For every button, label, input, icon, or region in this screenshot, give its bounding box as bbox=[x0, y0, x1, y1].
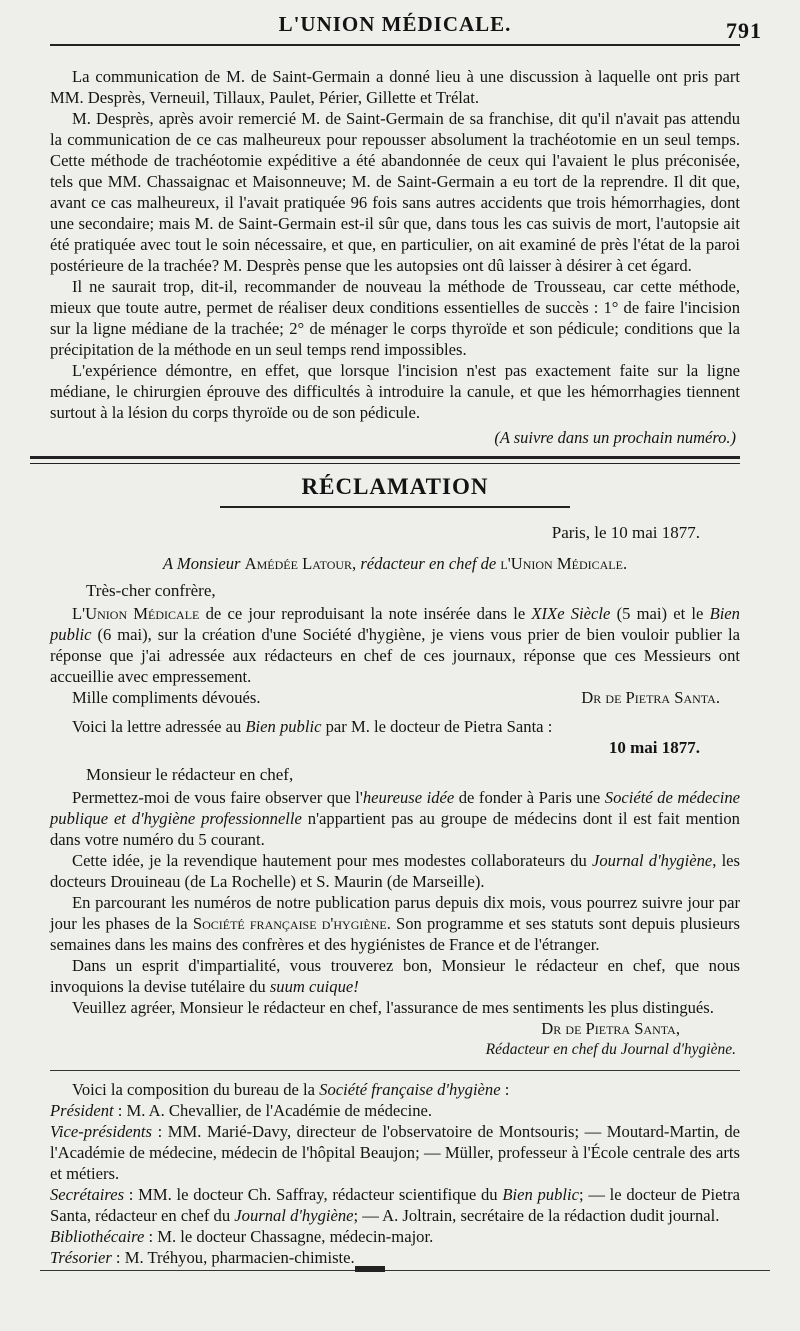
letter-date: 10 mai 1877. bbox=[608, 738, 700, 757]
divider bbox=[50, 1070, 740, 1071]
signature: Dr de Pietra Santa. bbox=[581, 688, 720, 707]
bureau-entry: Trésorier : M. Tréhyou, pharmacien-chimiste. bbox=[50, 1248, 355, 1267]
section-divider bbox=[30, 456, 740, 464]
signature: Dr de Pietra Santa, bbox=[541, 1019, 680, 1038]
page-number: 791 bbox=[726, 18, 762, 43]
paragraph: Il ne saurait trop, dit-il, recommander de nouveau la méthode de Trousseau, car cette méthode, mieux que toute autre, permet de réaliser deux conditions essentielles de succès : 1° de faire l'incision sur la ligne médiane de la trachée; 2° de ménager le corps thyroïde et son pédicule; conditions que la précipitation de la méthode en un seul temps rend impossibles. bbox=[50, 277, 740, 359]
paragraph: Voici la lettre adressée au Bien public par M. le docteur de Pietra Santa : bbox=[72, 717, 553, 736]
bureau-entry: Vice-présidents : MM. Marié-Davy, directeur de l'observatoire de Montsouris; — Moutard-Martin, de l'Académie de médecine, médecin de l'hôpital Beaujon; — Müller, professeur à l'École centrale des arts et métiers. bbox=[50, 1122, 740, 1183]
address-line: A Monsieur Amédée Latour, rédacteur en chef de l'Union Médicale. bbox=[162, 554, 628, 573]
article-continuation bbox=[50, 46, 740, 448]
reclamation-letter bbox=[50, 522, 740, 1060]
paragraph: Cette idée, je la revendique hautement pour mes modestes collaborateurs du Journal d'hygiène, les docteurs Drouineau (de La Rochelle) et S. Maurin (de Marseille). bbox=[50, 851, 741, 891]
running-head bbox=[50, 0, 762, 46]
paragraph: En parcourant les numéros de notre publication parus depuis dix mois, vous pourrez suivre jour par jour les phases de la Société française d'hygiène. Son programme et ses statuts sont depuis plusieurs semaines dans les mains des confrères et des hygiénistes de France et de l'étranger. bbox=[50, 893, 740, 954]
bureau-composition bbox=[50, 1079, 740, 1268]
signature-line: Mille compliments dévoués. Dr de Pietra Santa. bbox=[50, 687, 740, 708]
paragraph: Veuillez agréer, Monsieur le rédacteur en chef, l'assurance de mes sentiments les plus distingués. bbox=[72, 998, 714, 1017]
section-title: RÉCLAMATION bbox=[301, 474, 489, 499]
title-underline bbox=[220, 506, 570, 508]
journal-title: L'UNION MÉDICALE. bbox=[278, 12, 512, 36]
paragraph: La communication de M. de Saint-Germain a donné lieu à une discussion à laquelle ont pris part MM. Desprès, Verneuil, Tillaux, Paulet, Périer, Gillette et Trélat. bbox=[50, 67, 740, 107]
signature-title: Rédacteur en chef du Journal d'hygiène. bbox=[485, 1041, 736, 1058]
paragraph: L'expérience démontre, en effet, que lorsque l'incision n'est pas exactement faite sur la ligne médiane, le chirurgien éprouve des difficultés à introduire la canule, et que les hémorrhagies tiennent surtout à la lésion du corps thyroïde ou de son pédicule. bbox=[50, 361, 740, 422]
paragraph: Permettez-moi de vous faire observer que l'heureuse idée de fonder à Paris une Société de médecine publique et d'hygiène professionnelle n'appartient pas au groupe de médecins dont il est fait mention dans votre numéro du 5 courant. bbox=[50, 788, 740, 849]
paragraph: M. Desprès, après avoir remercié M. de Saint-Germain de sa franchise, dit qu'il n'avait pas attendu la communication de ce cas malheureux pour repousser absolument la trachéotomie en un seul temps. Cette méthode de trachéotomie expéditive a été abandonnée de ceux qui l'avaient le plus préconisée, tels que MM. Chassaignac et Maisonneuve; M. de Saint-Germain a eu tort de la reprendre. Il dit que, avant ce cas malheureux, il l'avait pratiquée 96 fois sans autres accidents que trois hémorrhagies, dont une secondaire; mais M. de Saint-Germain est-il sûr que, dans tous les cas suivis de mort, l'autopsie ait été pratiquée avec tout le soin nécessaire, et que, en particulier, on ait examiné de près l'état de la paroi postérieure de la trachée? M. Desprès pense que les autopsies ont dû laisser à désirer à cet égard. bbox=[50, 109, 740, 275]
dateline: Paris, le 10 mai 1877. bbox=[551, 523, 700, 542]
bureau-entry: Président : M. A. Chevallier, de l'Académie de médecine. bbox=[50, 1101, 433, 1120]
salutation: Monsieur le rédacteur en chef, bbox=[86, 765, 294, 784]
footer-ornament bbox=[355, 1266, 385, 1272]
continued-note: (A suivre dans un prochain numéro.) bbox=[494, 428, 736, 447]
bureau-entry: Secrétaires : MM. le docteur Ch. Saffray, rédacteur scientifique du Bien public; — le docteur de Pietra Santa, rédacteur en chef du Journal d'hygiène; — A. Joltrain, secrétaire de la rédaction dudit journal. bbox=[50, 1185, 740, 1225]
paragraph: L'Union Médicale de ce jour reproduisant la note insérée dans le XIXe Siècle (5 mai) et le Bien public (6 mai), sur la création d'une Société d'hygiène, je viens vous prier de bien vouloir publier la réponse que j'ai adressée aux rédacteurs en chef de ces journaux, réponse que ces Messieurs ont accueillie avec empressement. bbox=[50, 604, 740, 686]
paragraph: Voici la composition du bureau de la Société française d'hygiène : bbox=[72, 1080, 510, 1099]
bureau-entry: Bibliothécaire : M. le docteur Chassagne, médecin-major. bbox=[50, 1227, 434, 1246]
footer-rule bbox=[40, 1270, 770, 1271]
salutation: Très-cher confrère, bbox=[86, 581, 216, 600]
paragraph: Dans un esprit d'impartialité, vous trouverez bon, Monsieur le rédacteur en chef, que nous invoquions la devise tutélaire du suum cuique! bbox=[50, 956, 740, 996]
